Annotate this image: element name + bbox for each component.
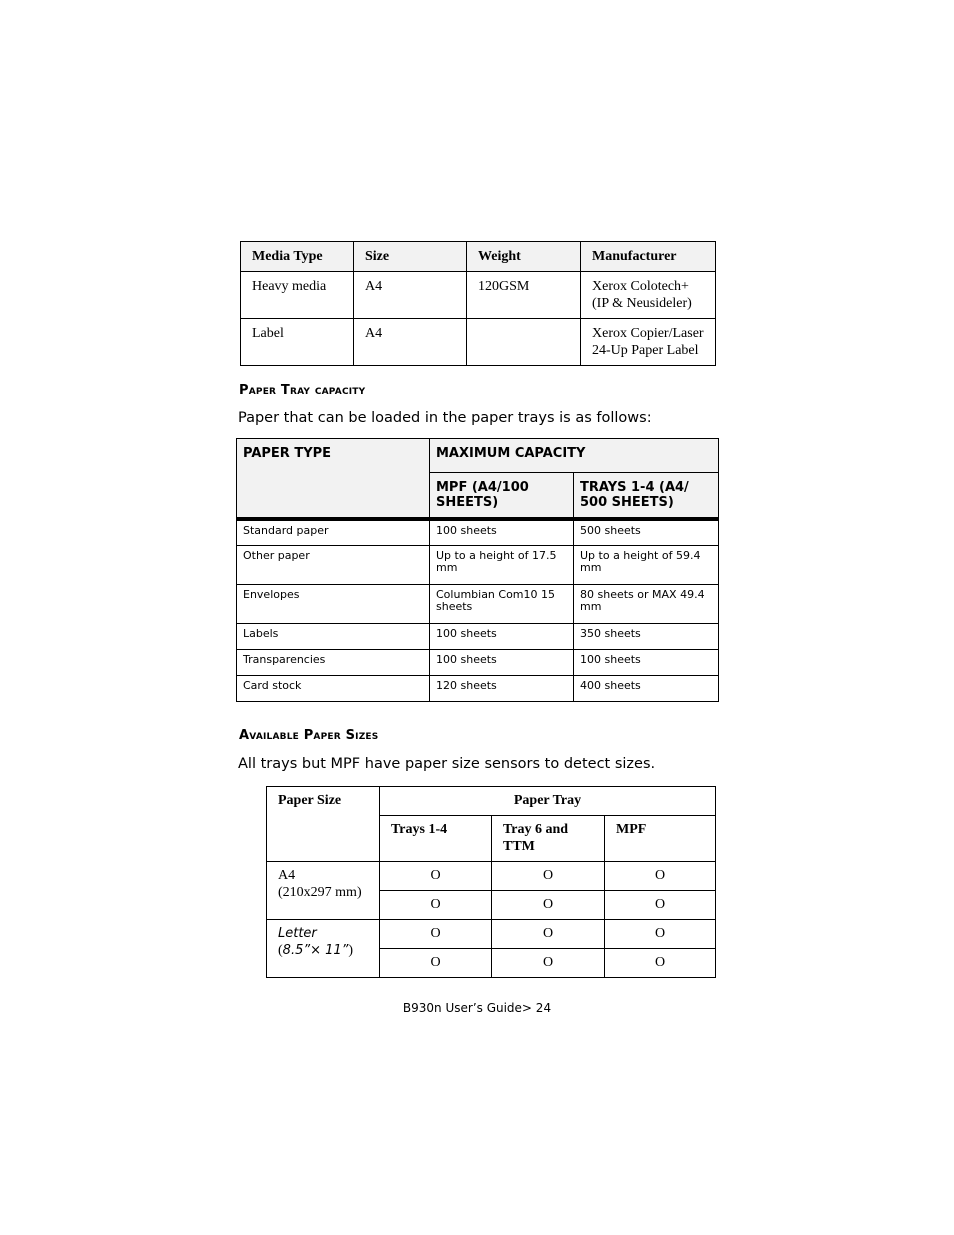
paper-type-cell: Labels (237, 624, 430, 650)
media-type-cell: Label (241, 319, 354, 366)
manufacturer-cell: Xerox Copier/Laser 24-Up Paper Label (581, 319, 716, 366)
table-row (267, 862, 716, 891)
size-cell: A4 (354, 319, 467, 366)
mpf-cell: 120 sheets (430, 676, 574, 702)
page-footer: B930n User’s Guide> 24 (402, 1001, 552, 1015)
mark-cell: O (492, 862, 605, 891)
paper-type-cell: Transparencies (237, 650, 430, 676)
table-row (267, 920, 716, 949)
sizes-header-row (267, 787, 716, 816)
mark-cell: O (380, 949, 492, 978)
mark-cell: O (605, 891, 716, 920)
table-row (237, 676, 719, 702)
paper-size-header: Paper Size (267, 787, 380, 862)
weight-cell: 120GSM (467, 272, 581, 319)
mpf-cell: Up to a height of 17.5 mm (430, 546, 574, 585)
table-row (237, 650, 719, 676)
capacity-table (236, 438, 719, 702)
tray6-header: Tray 6 and TTM (492, 816, 605, 862)
weight-header: Weight (467, 242, 581, 272)
tray-capacity-heading: Paper Tray capacity (239, 383, 366, 398)
weight-cell (467, 319, 581, 366)
a4-size-cell (267, 862, 380, 920)
paper-type-cell: Envelopes (237, 585, 430, 624)
media-table (240, 241, 716, 366)
a4-label: A4 (278, 868, 296, 883)
mark-cell: O (492, 949, 605, 978)
table-row (237, 519, 719, 546)
paper-type-cell: Other paper (237, 546, 430, 585)
a4-dims: (210x297 mm) (278, 885, 362, 900)
paper-tray-header: Paper Tray (380, 787, 716, 816)
mark-cell: O (380, 862, 492, 891)
letter-dims: 8.5”× 11” (282, 943, 349, 958)
paper-type-header: PAPER TYPE (237, 439, 430, 520)
mpf-cell: 100 sheets (430, 624, 574, 650)
mark-cell: O (605, 920, 716, 949)
paper-sizes-intro: All trays but MPF have paper size sensors to detect sizes. (238, 756, 656, 772)
media-table-header-row (241, 242, 716, 272)
size-cell: A4 (354, 272, 467, 319)
table-row (237, 585, 719, 624)
mark-cell: O (605, 862, 716, 891)
trays-cell: 100 sheets (574, 650, 719, 676)
trays-cell: 500 sheets (574, 519, 719, 546)
media-type-header: Media Type (241, 242, 354, 272)
mpf-cell: 100 sheets (430, 519, 574, 546)
table-row (237, 546, 719, 585)
mpf-cell: 100 sheets (430, 650, 574, 676)
letter-size-cell (267, 920, 380, 978)
mark-cell: O (492, 891, 605, 920)
trays-cell: 80 sheets or MAX 49.4 mm (574, 585, 719, 624)
table-row (237, 624, 719, 650)
capacity-header-row (237, 439, 719, 473)
mark-cell: O (605, 949, 716, 978)
table-row (241, 319, 716, 366)
mpf-cell: Columbian Com10 15 sheets (430, 585, 574, 624)
paper-sizes-table (266, 786, 716, 978)
paper-type-cell: Standard paper (237, 519, 430, 546)
letter-label: Letter (278, 926, 317, 941)
mark-cell: O (492, 920, 605, 949)
mark-cell: O (380, 891, 492, 920)
manufacturer-cell: Xerox Colotech+ (IP & Neusideler) (581, 272, 716, 319)
size-header: Size (354, 242, 467, 272)
manufacturer-header: Manufacturer (581, 242, 716, 272)
table-row (241, 272, 716, 319)
paper-sizes-heading: Available Paper Sizes (239, 728, 379, 743)
mpf-header: MPF (605, 816, 716, 862)
mpf-header: MPF (A4/100 SHEETS) (430, 473, 574, 520)
paper-type-cell: Card stock (237, 676, 430, 702)
letter-dims-open: ( (278, 943, 283, 958)
trays-header: TRAYS 1-4 (A4/ 500 SHEETS) (574, 473, 719, 520)
tray-capacity-intro: Paper that can be loaded in the paper trays is as follows: (238, 410, 652, 426)
trays-cell: 400 sheets (574, 676, 719, 702)
letter-dims-close: ) (348, 943, 354, 958)
trays-cell: Up to a height of 59.4 mm (574, 546, 719, 585)
mark-cell: O (380, 920, 492, 949)
max-capacity-header: MAXIMUM CAPACITY (430, 439, 719, 473)
trays14-header: Trays 1-4 (380, 816, 492, 862)
trays-cell: 350 sheets (574, 624, 719, 650)
media-type-cell: Heavy media (241, 272, 354, 319)
